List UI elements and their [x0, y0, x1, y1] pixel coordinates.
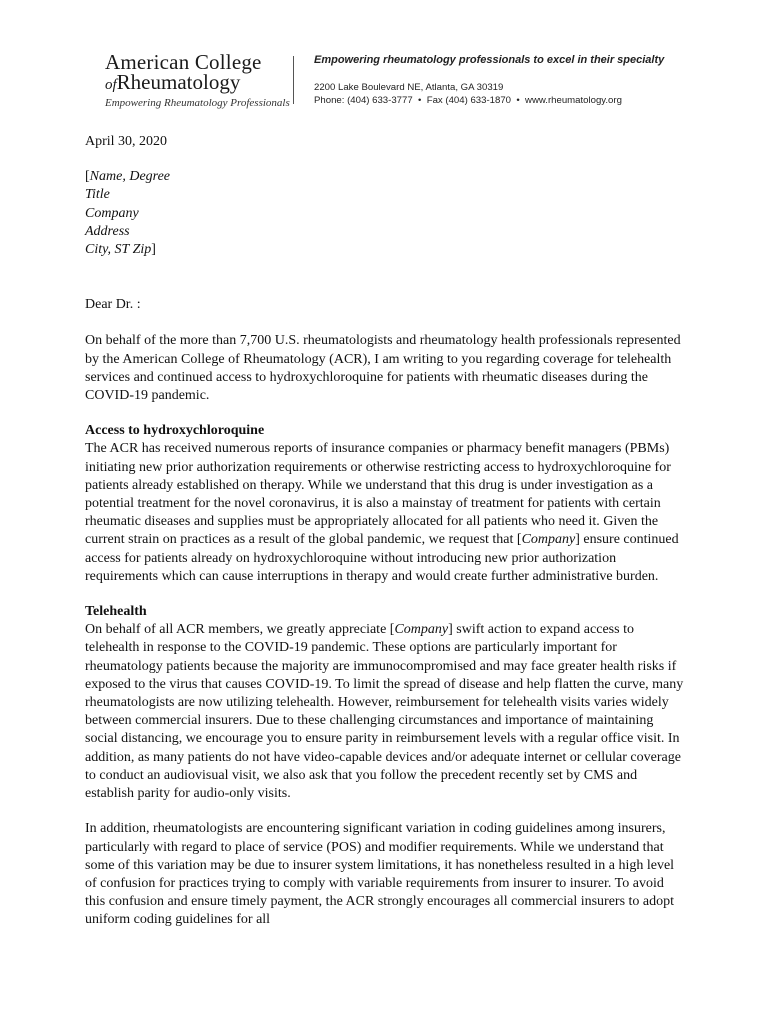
salutation: Dear Dr. :	[85, 297, 141, 313]
letterhead-fax: Fax (404) 633-1870	[426, 95, 511, 106]
bullet: •	[516, 95, 520, 106]
recipient-address	[85, 168, 685, 259]
letter-body	[85, 133, 685, 947]
intro-paragraph: On behalf of the more than 7,700 U.S. rheumatologists and rheumatology health professionals represented by the American College of Rheumatology (ACR), I am writing to you regarding coverage for telehealth services and continued access to hydroxychloroquine for patients with rheumatic diseases during the COVID-19 pandemic.	[85, 333, 681, 404]
hydroxychloroquine-paragraph: The ACR has received numerous reports of insurance companies or pharmacy benefit managers (PBMs) initiating new prior authorization requirements or otherwise restricting access to hydroxychloroquine for patients already established on therapy. While we understand that this drug is under investigation as a potential treatment for the novel coronavirus, it is also a mainstay of treatment for patients with certain rheumatic diseases and supplies must be appropriately allocated for all patients who need it. Given the current strain on practices as a result of the global pandemic, we request that [Company] ensure continued access for patients already on hydroxychloroquine without introducing new prior authorization requirements which can cause interruptions in therapy and would create further administrative burden.	[85, 441, 679, 584]
letterhead-website: www.rheumatology.org	[525, 95, 622, 106]
letterhead-divider	[293, 56, 294, 104]
address-line: Address	[85, 223, 130, 239]
letterhead-address: 2200 Lake Boulevard NE, Atlanta, GA 30319	[314, 82, 504, 93]
logo-tagline: Empowering Rheumatology Professionals	[105, 97, 290, 109]
coding-paragraph: In addition, rheumatologists are encountering significant variation in coding guidelines among insurers, particularly with regard to place of service (POS) and modifier requirements. While we understand that some of this variation may be due to insurer system limitations, it has nonetheless resulted in a high level of confusion for practices trying to comply with variable requirements from insurer to insurer. To avoid this confusion and ensure timely payment, the ACR strongly encourages all commercial insurers to adopt uniform coding guidelines for all	[85, 821, 675, 928]
section-heading-hydroxychloroquine: Access to hydroxychloroquine	[85, 423, 265, 439]
letterhead	[105, 52, 665, 108]
logo-line-1: American College	[105, 50, 262, 74]
letter-date: April 30, 2020	[85, 134, 168, 149]
letterhead-address-block	[314, 81, 664, 107]
telehealth-paragraph: On behalf of all ACR members, we greatly appreciate [Company] swift action to expand access to telehealth in response to the COVID-19 pandemic. These options are particularly important for rheumatology patients because the majority are immunocompromised and may face greater health risks if exposed to the virus that causes COVID-19. To limit the spread of disease and help flatten the curve, many rheumatologists are now utilizing telehealth. However, reimbursement for telehealth visits varies widely between commercial insurers. Due to these challenging circumstances and importance of maintaining social distancing, we encourage you to ensure parity in reimbursement levels with a regular office visit. In addition, as many patients do not have video-capable devices and/or adequate internet or cellular coverage to conduct an audiovisual visit, we also ask that you follow the precedent recently set by CMS and establish parity for audio-only visits.	[85, 622, 684, 802]
address-line: Title	[85, 187, 110, 203]
letterhead-contact	[314, 54, 664, 107]
address-line: City, ST Zip]	[85, 242, 156, 258]
logo-line-2: ofRheumatology	[105, 70, 241, 94]
address-line: [Name, Degree	[85, 169, 171, 185]
company-placeholder: Company	[394, 622, 449, 638]
address-line: Company	[85, 205, 139, 221]
acr-logo	[105, 50, 290, 109]
letterhead-phone-line	[314, 94, 664, 107]
letterhead-tagline: Empowering rheumatology professionals to excel in their specialty	[314, 54, 665, 66]
letterhead-phone: Phone: (404) 633-3777	[314, 95, 413, 106]
company-placeholder: Company	[521, 532, 576, 548]
bullet: •	[418, 95, 422, 106]
section-heading-telehealth: Telehealth	[85, 604, 147, 620]
